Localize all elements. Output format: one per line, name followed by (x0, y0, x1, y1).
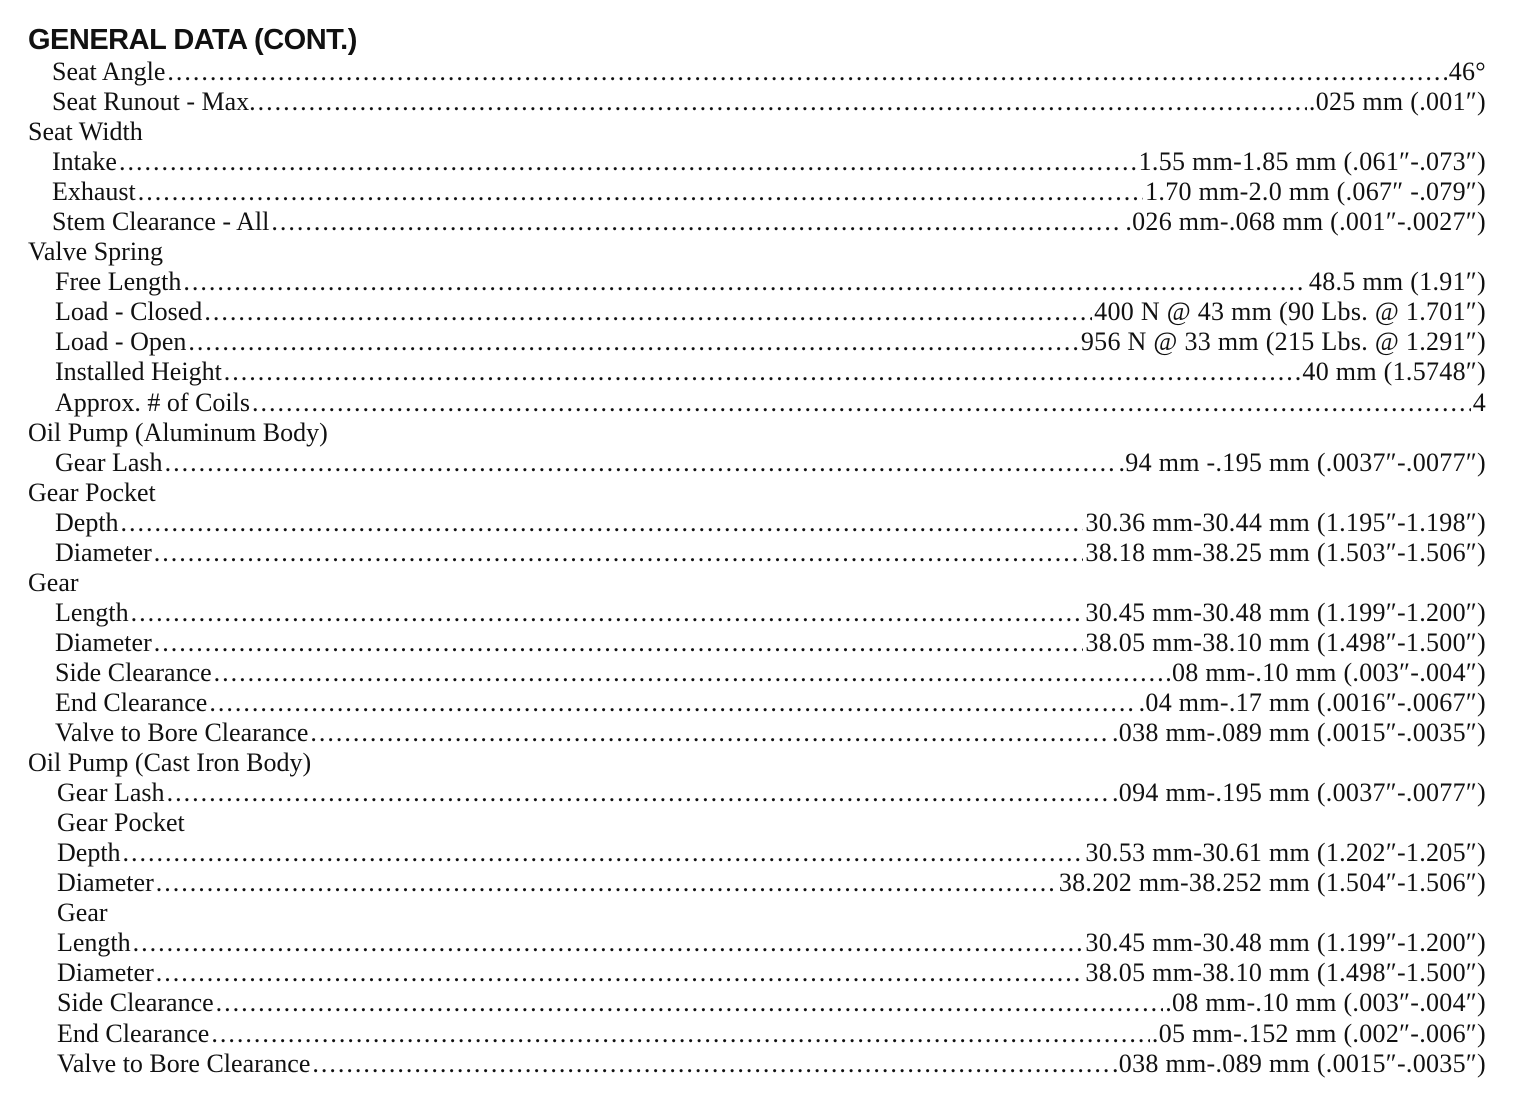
dot-leader (165, 448, 1117, 478)
spec-value: .08 mm-.10 mm (.003″-.004″) (1165, 988, 1486, 1018)
spec-entry (57, 928, 1486, 958)
spec-label: Diameter (55, 537, 152, 567)
dot-leader (271, 207, 1123, 237)
spec-value: 4 (1472, 387, 1486, 417)
dot-leader (204, 297, 1092, 327)
spec-value: 48.5 mm (1.91″) (1308, 267, 1486, 297)
page-heading: GENERAL DATA (CONT.) (28, 24, 357, 56)
spec-label: Intake (52, 147, 117, 177)
spec-value: .025 mm (.001″) (1308, 87, 1486, 117)
spec-entry (55, 508, 1486, 538)
spec-row (0, 357, 1536, 387)
section-header-label: Gear Pocket (57, 808, 185, 838)
spec-label: Side Clearance (57, 988, 214, 1018)
spec-entry (55, 598, 1486, 628)
section-header (0, 748, 1536, 778)
spec-row (0, 207, 1536, 237)
spec-row (0, 87, 1536, 117)
spec-entry (55, 267, 1486, 297)
spec-row (0, 448, 1536, 478)
spec-label: Load - Open (55, 327, 187, 357)
section-header-label: Gear (57, 898, 108, 928)
spec-entry (55, 538, 1486, 568)
section-header (0, 418, 1536, 448)
spec-value: 38.05 mm-38.10 mm (1.498″-1.500″) (1085, 958, 1486, 988)
dot-leader (154, 628, 1084, 658)
spec-row (0, 327, 1536, 357)
dot-leader (252, 388, 1471, 418)
spec-value: 1.70 mm-2.0 mm (.067″ -.079″) (1145, 177, 1486, 207)
dot-leader (133, 928, 1084, 958)
spec-label: Gear Lash (57, 778, 165, 808)
spec-row (0, 177, 1536, 207)
spec-row (0, 868, 1536, 898)
spec-label: Seat Angle (52, 57, 166, 86)
spec-value: 956 N @ 33 mm (215 Lbs. @ 1.291″) (1080, 327, 1486, 357)
spec-row (0, 598, 1536, 628)
spec-row (0, 658, 1536, 688)
spec-row (0, 838, 1536, 868)
spec-row (0, 958, 1536, 988)
dot-leader (310, 718, 1110, 748)
spec-entry (52, 177, 1486, 207)
spec-row (0, 538, 1536, 568)
spec-entry (55, 448, 1486, 478)
spec-value: 46° (1448, 57, 1486, 86)
dot-leader (216, 988, 1164, 1018)
spec-label: Gear Lash (55, 447, 163, 477)
dot-leader (154, 538, 1084, 568)
spec-label: Diameter (57, 868, 154, 898)
section-header-label: Oil Pump (Cast Iron Body) (28, 748, 312, 778)
spec-entry (57, 958, 1486, 988)
spec-entry (55, 628, 1486, 658)
dot-leader (224, 357, 1301, 387)
spec-label: Length (57, 928, 131, 958)
dot-leader (123, 838, 1084, 868)
spec-entry (55, 718, 1486, 748)
spec-entry (52, 57, 1486, 87)
spec-label: Length (55, 597, 129, 627)
spec-entry (57, 868, 1486, 898)
spec-label: Seat Runout - Max. (52, 87, 256, 117)
spec-entry (57, 1019, 1486, 1049)
dot-leader (312, 1049, 1110, 1079)
spec-entry (55, 688, 1486, 718)
spec-value: .94 mm -.195 mm (.0037″-.0077″) (1118, 447, 1486, 477)
spec-list (0, 57, 1536, 1079)
spec-label: Load - Closed (55, 297, 203, 327)
section-header (0, 117, 1536, 147)
spec-row (0, 267, 1536, 297)
spec-entry (52, 87, 1486, 117)
spec-label: Approx. # of Coils (55, 387, 250, 417)
spec-value: .038 mm-.089 mm (.0015″-.0035″) (1112, 718, 1486, 748)
dot-leader (209, 688, 1136, 718)
spec-label: Diameter (57, 958, 154, 988)
spec-row (0, 297, 1536, 327)
dot-leader (121, 508, 1084, 538)
dot-leader (167, 778, 1110, 808)
dot-leader (138, 177, 1143, 207)
spec-label: Depth (57, 838, 121, 868)
spec-label: Side Clearance (55, 657, 212, 687)
spec-entry (55, 357, 1486, 387)
spec-label: Exhaust (52, 177, 136, 207)
spec-entry (52, 207, 1486, 237)
section-header (0, 898, 1536, 928)
dot-leader (214, 658, 1164, 688)
section-header (0, 237, 1536, 267)
spec-row (0, 1019, 1536, 1049)
spec-value: 38.202 mm-38.252 mm (1.504″-1.506″) (1058, 868, 1486, 898)
spec-label: Free Length (55, 267, 182, 297)
spec-row (0, 988, 1536, 1018)
spec-value: 38.05 mm-38.10 mm (1.498″-1.500″) (1085, 627, 1486, 657)
spec-row (0, 147, 1536, 177)
spec-label: End Clearance (55, 687, 208, 717)
spec-row (0, 1049, 1536, 1079)
spec-entry (55, 658, 1486, 688)
spec-entry (52, 147, 1486, 177)
spec-entry (55, 327, 1486, 357)
spec-entry (57, 838, 1486, 868)
spec-row (0, 57, 1536, 87)
dot-leader (156, 868, 1057, 898)
spec-label: Diameter (55, 627, 152, 657)
spec-value: 30.53 mm-30.61 mm (1.202″-1.205″) (1085, 838, 1486, 868)
spec-value: .026 mm-.068 mm (.001″-.0027″) (1125, 207, 1486, 237)
dot-leader (131, 598, 1084, 628)
dot-leader (211, 1019, 1150, 1049)
spec-value: .094 mm-.195 mm (.0037″-.0077″) (1112, 778, 1486, 808)
spec-row (0, 628, 1536, 658)
spec-entry (57, 1049, 1486, 1079)
section-header (0, 568, 1536, 598)
spec-value: 40 mm (1.5748″) (1302, 357, 1486, 387)
dot-leader (119, 147, 1137, 177)
spec-row (0, 928, 1536, 958)
spec-entry (55, 388, 1486, 418)
dot-leader (188, 327, 1078, 357)
spec-row (0, 778, 1536, 808)
spec-row (0, 718, 1536, 748)
spec-value: 30.45 mm-30.48 mm (1.199″-1.200″) (1085, 928, 1486, 958)
spec-row (0, 388, 1536, 418)
section-header-label: Seat Width (28, 117, 143, 147)
spec-value: 30.36 mm-30.44 mm (1.195″-1.198″) (1085, 507, 1486, 537)
section-header-label: Gear Pocket (28, 477, 156, 507)
spec-value: .05 mm-.152 mm (.002″-.006″) (1151, 1018, 1486, 1048)
dot-leader (156, 958, 1084, 988)
spec-label: Installed Height (55, 357, 222, 387)
spec-entry (57, 988, 1486, 1018)
dot-leader (258, 87, 1307, 117)
section-header (0, 478, 1536, 508)
section-header-label: Oil Pump (Aluminum Body) (28, 417, 328, 447)
section-header-label: Valve Spring (28, 237, 164, 267)
spec-label: Valve to Bore Clearance (55, 718, 309, 748)
spec-value: .04 mm-.17 mm (.0016″-.0067″) (1138, 687, 1486, 717)
spec-row (0, 508, 1536, 538)
spec-value: 1.55 mm-1.85 mm (.061″-.073″) (1138, 147, 1486, 177)
spec-entry (55, 297, 1486, 327)
spec-value: 30.45 mm-30.48 mm (1.199″-1.200″) (1085, 597, 1486, 627)
spec-value: 38.18 mm-38.25 mm (1.503″-1.506″) (1085, 537, 1486, 567)
spec-value: .038 mm-.089 mm (.0015″-.0035″) (1112, 1048, 1486, 1078)
dot-leader (183, 267, 1307, 297)
dot-leader (167, 57, 1446, 87)
section-header (0, 808, 1536, 838)
spec-entry (57, 778, 1486, 808)
spec-value: .08 mm-.10 mm (.003″-.004″) (1165, 657, 1486, 687)
spec-label: Depth (55, 507, 119, 537)
spec-label: End Clearance (57, 1018, 210, 1048)
spec-row (0, 688, 1536, 718)
spec-label: Stem Clearance - All (52, 207, 270, 237)
spec-label: Valve to Bore Clearance (57, 1048, 311, 1078)
section-header-label: Gear (28, 567, 79, 597)
spec-value: 400 N @ 43 mm (90 Lbs. @ 1.701″) (1094, 297, 1486, 327)
